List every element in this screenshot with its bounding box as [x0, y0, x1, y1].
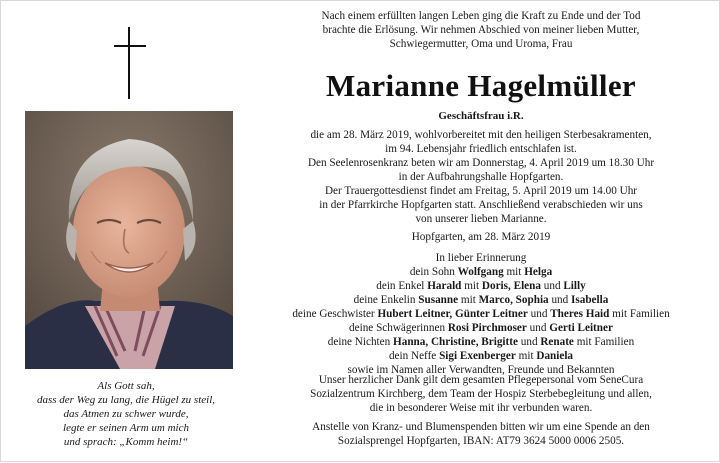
family-list — [255, 251, 707, 377]
family-granddaughter: deine Enkelin Susanne mit Marco, Sophia und Isabella — [353, 294, 609, 306]
announcement-line: in der Pfarrkirche Hopfgarten statt. Anschließend verabschieden wir uns — [319, 199, 643, 211]
right-column — [255, 1, 707, 463]
announcement-line: Der Trauergottesdienst findet am Freitag, 5. April 2019 um 14.00 Uhr — [324, 185, 638, 197]
announcement-line: in der Aufbahrungshalle Hopfgarten. — [398, 171, 564, 183]
intro-line: brachte die Erlösung. Wir nehmen Abschied von meiner lieben Mutter, — [322, 24, 640, 36]
poem-line: legte er seinen Arm um mich — [63, 422, 189, 434]
thanks-line: Sozialzentrum Kirchberg, dem Team der Hospiz Sterbebegleitung und allen, — [310, 388, 652, 400]
thanks-text — [255, 373, 707, 415]
announcement-line: die am 28. März 2019, wohlvorbereitet mit den heiligen Sterbesakramenten, — [310, 129, 652, 141]
poem-line: dass der Weg zu lang, die Hügel zu steil, — [36, 394, 216, 406]
donation-line: Anstelle von Kranz- und Blumenspenden bitten wir um eine Spende an den — [312, 421, 650, 433]
donation-line: Sozialsprengel Hopfgarten, IBAN: AT79 3624 5000 0006 2505. — [337, 435, 625, 447]
announcement-line: Den Seelenrosenkranz beten wir am Donnerstag, 4. April 2019 um 18.30 Uhr — [307, 157, 655, 169]
donation-text — [255, 420, 707, 448]
family-son: dein Sohn Wolfgang mit Helga — [409, 266, 553, 278]
announcement-text — [255, 128, 707, 226]
family-intro: In lieber Erinnerung — [435, 252, 527, 264]
announcement-line: im 94. Lebensjahr friedlich entschlafen ist. — [385, 143, 577, 155]
deceased-name: Marianne Hagelmüller — [326, 68, 636, 103]
left-column — [1, 1, 251, 463]
place-date: Hopfgarten, am 28. März 2019 — [411, 231, 551, 243]
cross-icon — [114, 27, 146, 99]
thanks-line: Unser herzlicher Dank gilt dem gesamten Pflegepersonal vom SeneCura — [318, 374, 644, 386]
family-siblings: deine Geschwister Hubert Leitner, Günter Leitner und Theres Haid mit Familien — [292, 308, 670, 320]
family-nieces: deine Nichten Hanna, Christine, Brigitte und Renate mit Familien — [327, 336, 635, 348]
poem — [1, 379, 251, 449]
family-others: sowie im Namen aller Verwandten, Freunde und Bekannten — [347, 364, 615, 376]
intro-line: Schwiegermutter, Oma und Uroma, Frau — [389, 38, 573, 50]
announcement-line: von unserer lieben Marianne. — [415, 213, 547, 225]
poem-line: Als Gott sah, — [97, 380, 155, 392]
intro-line: Nach einem erfüllten langen Leben ging die Kraft zu Ende und der Tod — [321, 10, 641, 22]
intro-text — [255, 9, 707, 51]
thanks-line: die in besonderer Weise mit ihr verbunden waren. — [369, 402, 593, 414]
portrait-photo — [25, 111, 233, 369]
poem-line: das Atmen zu schwer wurde, — [63, 408, 189, 420]
family-nephew: dein Neffe Sigi Exenberger mit Daniela — [388, 350, 574, 362]
family-grandson: dein Enkel Harald mit Doris, Elena und Lilly — [376, 280, 586, 292]
poem-line: und sprach: „Komm heim!“ — [63, 436, 189, 448]
deceased-title: Geschäftsfrau i.R. — [438, 110, 524, 122]
family-sisters-in-law: deine Schwägerinnen Rosi Pirchmoser und Gerti Leitner — [349, 322, 613, 334]
